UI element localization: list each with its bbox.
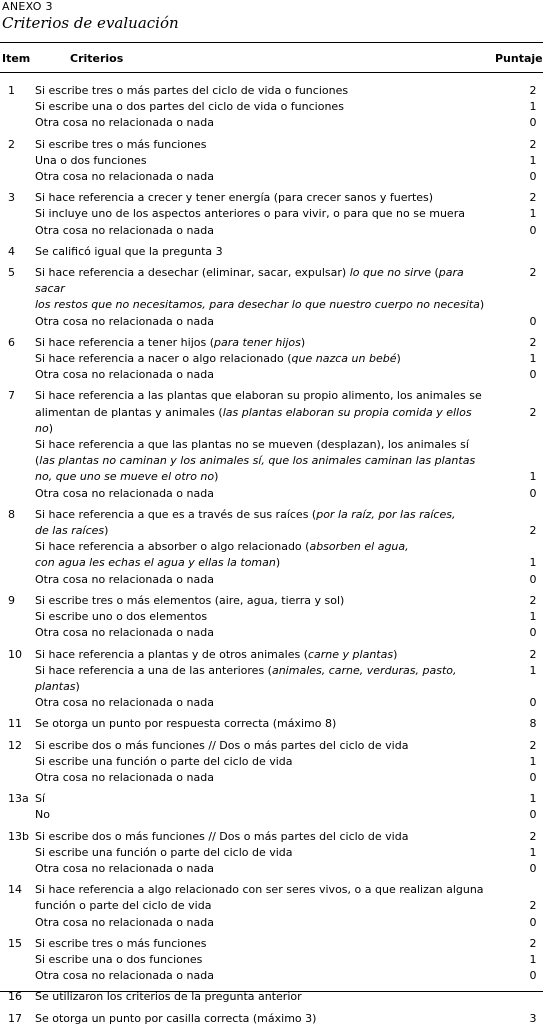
criterion-text-segment: Si hace referencia a absorber o algo relacionado ( xyxy=(35,540,310,554)
criterion-text xyxy=(35,647,485,663)
table-row xyxy=(0,882,543,931)
score-value: 1 xyxy=(529,352,537,366)
score-value: 2 xyxy=(529,829,537,843)
criterion-line xyxy=(35,507,485,523)
table-row xyxy=(0,936,543,985)
score-value: 2 xyxy=(529,335,537,349)
criterion-text-segment: Si escribe una o dos funciones xyxy=(35,952,203,966)
criterion-text-segment: Otra cosa no relacionada o nada xyxy=(35,969,214,983)
example-answer-text: las plantas no caminan y los animales sí, que los animales caminan las plantas xyxy=(39,454,476,468)
header-item: Item xyxy=(2,52,31,65)
criterion-text-segment: Si hace referencia a que es a través de sus raíces ( xyxy=(35,507,317,521)
criterion-line xyxy=(35,388,485,404)
criterion-text xyxy=(35,539,485,555)
page-title: Criterios de evaluación xyxy=(2,14,179,32)
criterion-text xyxy=(35,153,485,169)
item-number: 15 xyxy=(8,936,22,950)
criterion-text-segment: Si hace referencia a crecer y tener energía (para crecer sanos y fuertes) xyxy=(35,191,434,205)
score-value: 2 xyxy=(529,524,537,538)
criterion-text-segment: Otra cosa no relacionada o nada xyxy=(35,368,214,382)
criterion-line xyxy=(35,807,537,823)
score-value: 1 xyxy=(529,610,537,624)
criteria-cell xyxy=(35,507,537,588)
criterion-text-segment: función o parte del ciclo de vida xyxy=(35,899,212,913)
criterion-text-segment: Si hace referencia a desechar (eliminar, sacar, expulsar) xyxy=(35,266,350,280)
criterion-text xyxy=(35,593,485,609)
criterion-text-segment: No xyxy=(35,808,50,822)
criterion-line xyxy=(35,137,537,153)
criterion-line xyxy=(35,244,485,260)
score-value: 0 xyxy=(529,368,537,382)
criterion-line xyxy=(35,539,485,555)
criterion-line xyxy=(35,190,537,206)
score-value: 1 xyxy=(529,952,537,966)
criterion-text-segment: alimentan de plantas y animales ( xyxy=(35,405,223,419)
criterion-line xyxy=(35,335,537,351)
score-value: 2 xyxy=(529,191,537,205)
criterion-line xyxy=(35,861,537,877)
criterion-text-segment: Si hace referencia a una de las anteriores ( xyxy=(35,663,272,677)
criterion-text xyxy=(35,572,485,588)
table-row xyxy=(0,507,543,588)
criteria-cell xyxy=(35,265,537,330)
example-answer-text: con agua les echas el agua y ellas la toman xyxy=(35,556,276,570)
top-rule xyxy=(0,42,543,43)
header-rule xyxy=(0,72,543,73)
criterion-text xyxy=(35,952,485,968)
score-value: 0 xyxy=(529,915,537,929)
table-row xyxy=(0,244,543,260)
item-number: 2 xyxy=(8,137,15,151)
criterion-text xyxy=(35,314,485,330)
table-row xyxy=(0,83,543,132)
score-value: 2 xyxy=(529,84,537,97)
item-number: 17 xyxy=(8,1011,22,1025)
criterion-text-segment: Otra cosa no relacionada o nada xyxy=(35,861,214,875)
criterion-text xyxy=(35,469,485,485)
example-answer-text: las plantas elaboran su propia comida y ellos no xyxy=(35,405,476,435)
criterion-line xyxy=(35,829,537,845)
criterion-text-segment: ) xyxy=(396,352,401,366)
criterion-text xyxy=(35,663,485,695)
table-row xyxy=(0,388,543,501)
score-value: 0 xyxy=(529,969,537,983)
criterion-text xyxy=(35,770,485,786)
criterion-line xyxy=(35,206,537,222)
criterion-text-segment: ( xyxy=(35,454,40,468)
criterion-text xyxy=(35,507,485,523)
score-value: 2 xyxy=(529,266,537,280)
criterion-line xyxy=(35,486,537,502)
criterion-text xyxy=(35,968,485,984)
criterion-text-segment: Otra cosa no relacionada o nada xyxy=(35,696,214,710)
criterion-text-segment: Si escribe dos o más funciones // Dos o más partes del ciclo de vida xyxy=(35,738,409,752)
criterion-text-segment: Sí xyxy=(35,792,46,806)
criterion-text xyxy=(35,936,485,952)
criterion-line xyxy=(35,169,537,185)
criterion-text-segment: Si escribe tres o más elementos (aire, agua, tierra y sol) xyxy=(35,593,345,607)
criteria-cell xyxy=(35,882,537,931)
criterion-line xyxy=(35,153,537,169)
criterion-text-segment: ) xyxy=(104,524,109,538)
example-answer-text: carne y plantas xyxy=(307,647,394,661)
criterion-line xyxy=(35,952,537,968)
item-number: 6 xyxy=(8,335,15,349)
criterion-text xyxy=(35,405,485,437)
criterion-text xyxy=(35,297,485,313)
score-value: 2 xyxy=(529,647,537,661)
criterion-line xyxy=(35,469,537,485)
example-answer-text: para tener hijos xyxy=(214,335,301,349)
criteria-cell xyxy=(35,829,537,878)
criterion-text-segment: Otra cosa no relacionada o nada xyxy=(35,486,214,500)
criterion-text-segment: Si hace referencia a plantas y de otros animales ( xyxy=(35,647,308,661)
criteria-cell xyxy=(35,83,537,132)
criteria-cell xyxy=(35,335,537,384)
criterion-text xyxy=(35,738,485,754)
criterion-line xyxy=(35,83,537,99)
criterion-text xyxy=(35,625,485,641)
score-value: 1 xyxy=(529,153,537,167)
criterion-line xyxy=(35,898,537,914)
table-row xyxy=(0,1011,543,1027)
score-value: 0 xyxy=(529,861,537,875)
criterion-text-segment: Se utilizaron los criterios de la pregunta anterior xyxy=(35,990,302,1004)
criterion-line xyxy=(35,882,485,898)
criterion-text-segment: Se otorga un punto por casilla correcta (máximo 3) xyxy=(35,1011,317,1025)
table-row xyxy=(0,716,543,732)
score-value: 1 xyxy=(529,663,537,677)
table-row xyxy=(0,137,543,186)
criterion-text xyxy=(35,437,485,453)
criteria-cell xyxy=(35,137,537,186)
criterion-text-segment: Se calificó igual que la pregunta 3 xyxy=(35,244,223,258)
score-value: 2 xyxy=(529,593,537,607)
score-value: 1 xyxy=(529,792,537,806)
table-row xyxy=(0,791,543,823)
criterion-line xyxy=(35,115,537,131)
criterion-text-segment: Otra cosa no relacionada o nada xyxy=(35,223,214,237)
item-number: 16 xyxy=(8,990,22,1004)
criterion-line xyxy=(35,555,537,571)
criterion-text-segment: Otra cosa no relacionada o nada xyxy=(35,770,214,784)
criterion-line xyxy=(35,297,485,313)
criterion-text-segment: Si escribe una o dos partes del ciclo de vida o funciones xyxy=(35,100,344,114)
score-value: 0 xyxy=(529,808,537,822)
score-value: 0 xyxy=(529,314,537,328)
table-row xyxy=(0,265,543,330)
criterion-text xyxy=(35,555,485,571)
item-number: 7 xyxy=(8,389,15,403)
score-value: 0 xyxy=(529,626,537,640)
criteria-cell xyxy=(35,1011,537,1027)
criterion-text xyxy=(35,265,485,297)
criterion-text xyxy=(35,845,485,861)
example-answer-text: absorben el agua, xyxy=(309,540,409,554)
table-row xyxy=(0,829,543,878)
item-number: 1 xyxy=(8,84,15,97)
score-value: 1 xyxy=(529,470,537,484)
criterion-text xyxy=(35,137,485,153)
criterion-line xyxy=(35,405,537,437)
table-row xyxy=(0,335,543,384)
criterion-text xyxy=(35,609,485,625)
criterion-text xyxy=(35,695,485,711)
criterion-text-segment: ) xyxy=(393,647,398,661)
criterion-text xyxy=(35,754,485,770)
example-answer-text: no, que uno se mueve el otro no xyxy=(35,470,215,484)
score-value: 0 xyxy=(529,572,537,586)
score-value: 0 xyxy=(529,223,537,237)
criterion-text xyxy=(35,486,485,502)
criteria-table-body xyxy=(0,83,543,1027)
criterion-text-segment: Otra cosa no relacionada o nada xyxy=(35,170,214,184)
criterion-text-segment: Se otorga un punto por respuesta correcta (máximo 8) xyxy=(35,717,337,731)
header-score: Puntaje xyxy=(495,52,543,65)
score-value: 0 xyxy=(529,696,537,710)
example-answer-text: por la raíz, por las raíces, xyxy=(316,507,456,521)
table-row xyxy=(0,593,543,642)
item-number: 13a xyxy=(8,792,29,806)
criterion-line xyxy=(35,845,537,861)
criterion-text xyxy=(35,206,485,222)
criterion-text xyxy=(35,807,485,823)
criterion-text-segment: Si hace referencia a las plantas que elaboran su propio alimento, los animales se xyxy=(35,389,482,403)
criterion-text xyxy=(35,99,485,115)
item-number: 4 xyxy=(8,244,15,258)
criterion-text xyxy=(35,190,485,206)
annex-label: ANEXO 3 xyxy=(2,0,53,13)
criterion-text-segment: Si hace referencia a tener hijos ( xyxy=(35,335,215,349)
criterion-text xyxy=(35,1011,485,1027)
criterion-text-segment: Si hace referencia a que las plantas no se mueven (desplazan), los animales sí xyxy=(35,438,469,452)
criterion-text-segment: Si escribe uno o dos elementos xyxy=(35,610,208,624)
item-number: 13b xyxy=(8,829,29,843)
example-answer-text: animales, carne, verduras, pasto, plantas xyxy=(35,663,461,693)
criterion-text-segment: ) xyxy=(214,470,219,484)
criterion-text xyxy=(35,83,485,99)
header-criteria: Criterios xyxy=(70,52,124,65)
criterion-text-segment: Si escribe una función o parte del ciclo de vida xyxy=(35,754,293,768)
criterion-line xyxy=(35,738,537,754)
criterion-text-segment: Si hace referencia a nacer o algo relacionado ( xyxy=(35,352,292,366)
criterion-line xyxy=(35,936,537,952)
criterion-text xyxy=(35,244,485,260)
criteria-cell xyxy=(35,716,537,732)
item-number: 8 xyxy=(8,507,15,521)
criterion-text xyxy=(35,351,485,367)
table-row xyxy=(0,190,543,239)
criteria-cell xyxy=(35,190,537,239)
score-value: 3 xyxy=(529,1011,537,1025)
criterion-text-segment: Otra cosa no relacionada o nada xyxy=(35,572,214,586)
criterion-text-segment: ) xyxy=(300,335,306,349)
criterion-line xyxy=(35,647,537,663)
criterion-line xyxy=(35,716,537,732)
criterion-text-segment: Si hace referencia a algo relacionado con ser seres vivos, o a que realizan alguna xyxy=(35,883,484,897)
criterion-line xyxy=(35,99,537,115)
score-value: 1 xyxy=(529,100,537,114)
score-value: 2 xyxy=(529,936,537,950)
criterion-line xyxy=(35,770,537,786)
example-answer-text: de las raíces xyxy=(35,524,105,538)
criterion-text-segment: Si escribe tres o más funciones xyxy=(35,137,207,151)
criterion-line xyxy=(35,695,537,711)
criterion-text-segment: Si incluye uno de los aspectos anteriores o para vivir, o para que no se muera xyxy=(35,207,465,221)
score-value: 1 xyxy=(529,754,537,768)
score-value: 0 xyxy=(529,170,537,184)
criterion-text-segment: Si escribe una función o parte del ciclo de vida xyxy=(35,845,293,859)
score-value: 2 xyxy=(529,738,537,752)
score-value: 1 xyxy=(529,845,537,859)
criterion-line xyxy=(35,523,537,539)
criteria-cell xyxy=(35,936,537,985)
score-value: 0 xyxy=(529,486,537,500)
criterion-line xyxy=(35,625,537,641)
example-answer-text: los restos que no necesitamos, para desechar lo que nuestro cuerpo no necesita xyxy=(35,298,480,312)
item-number: 5 xyxy=(8,266,15,280)
item-number: 11 xyxy=(8,717,22,731)
criterion-line xyxy=(35,609,537,625)
criterion-text xyxy=(35,169,485,185)
criteria-cell xyxy=(35,244,485,260)
criterion-line xyxy=(35,593,537,609)
criterion-text xyxy=(35,829,485,845)
item-number: 3 xyxy=(8,191,15,205)
criterion-text-segment: Otra cosa no relacionada o nada xyxy=(35,915,214,929)
item-number: 12 xyxy=(8,738,22,752)
criterion-line xyxy=(35,367,537,383)
criterion-text-segment: ( xyxy=(431,266,439,280)
score-value: 1 xyxy=(529,207,537,221)
criteria-cell xyxy=(35,738,537,787)
criterion-text-segment: Si escribe dos o más funciones // Dos o más partes del ciclo de vida xyxy=(35,829,409,843)
example-answer-text: lo que no sirve xyxy=(349,266,431,280)
criterion-line xyxy=(35,314,537,330)
criteria-cell xyxy=(35,593,537,642)
score-value: 0 xyxy=(529,770,537,784)
criterion-line xyxy=(35,915,537,931)
criterion-text xyxy=(35,861,485,877)
criterion-text xyxy=(35,115,485,131)
score-value: 2 xyxy=(529,405,537,419)
criterion-text-segment: ) xyxy=(479,298,485,312)
criterion-text-segment: Si escribe tres o más funciones xyxy=(35,936,207,950)
criterion-text-segment: Otra cosa no relacionada o nada xyxy=(35,314,214,328)
example-answer-text: que nazca un bebé xyxy=(291,352,397,366)
criterion-line xyxy=(35,351,537,367)
criterion-text-segment: ) xyxy=(75,679,80,693)
criterion-text xyxy=(35,523,485,539)
criterion-text-segment: Otra cosa no relacionada o nada xyxy=(35,626,214,640)
table-row xyxy=(0,738,543,787)
example-answer-text: para sacar xyxy=(35,266,468,296)
item-number: 9 xyxy=(8,593,15,607)
criteria-cell xyxy=(35,388,537,501)
criterion-line xyxy=(35,265,537,297)
criterion-line xyxy=(35,223,537,239)
criterion-text xyxy=(35,453,485,469)
criterion-text xyxy=(35,898,485,914)
criterion-text xyxy=(35,367,485,383)
criterion-text xyxy=(35,882,485,898)
criteria-cell xyxy=(35,791,537,823)
criterion-text-segment: ) xyxy=(275,556,281,570)
criterion-text xyxy=(35,716,485,732)
criterion-line xyxy=(35,968,537,984)
criterion-text-segment: Si escribe tres o más partes del ciclo de vida o funciones xyxy=(35,84,349,97)
item-number: 14 xyxy=(8,883,22,897)
criterion-line xyxy=(35,572,537,588)
score-value: 1 xyxy=(529,556,537,570)
criterion-line xyxy=(35,453,485,469)
score-value: 8 xyxy=(529,717,537,731)
criterion-line xyxy=(35,437,485,453)
criterion-text-segment: Otra cosa no relacionada o nada xyxy=(35,116,214,130)
criterion-line xyxy=(35,663,537,695)
criterion-line xyxy=(35,1011,537,1027)
criteria-cell xyxy=(35,647,537,712)
bottom-rule xyxy=(0,991,543,992)
score-value: 2 xyxy=(529,137,537,151)
score-value: 0 xyxy=(529,116,537,130)
criterion-text xyxy=(35,915,485,931)
criterion-text-segment: Una o dos funciones xyxy=(35,153,147,167)
criterion-text xyxy=(35,223,485,239)
criterion-line xyxy=(35,754,537,770)
criterion-text xyxy=(35,791,485,807)
criterion-line xyxy=(35,791,537,807)
table-row xyxy=(0,647,543,712)
criterion-text xyxy=(35,388,485,404)
criterion-text xyxy=(35,335,485,351)
item-number: 10 xyxy=(8,647,22,661)
score-value: 2 xyxy=(529,899,537,913)
criterion-text-segment: ) xyxy=(48,421,53,435)
